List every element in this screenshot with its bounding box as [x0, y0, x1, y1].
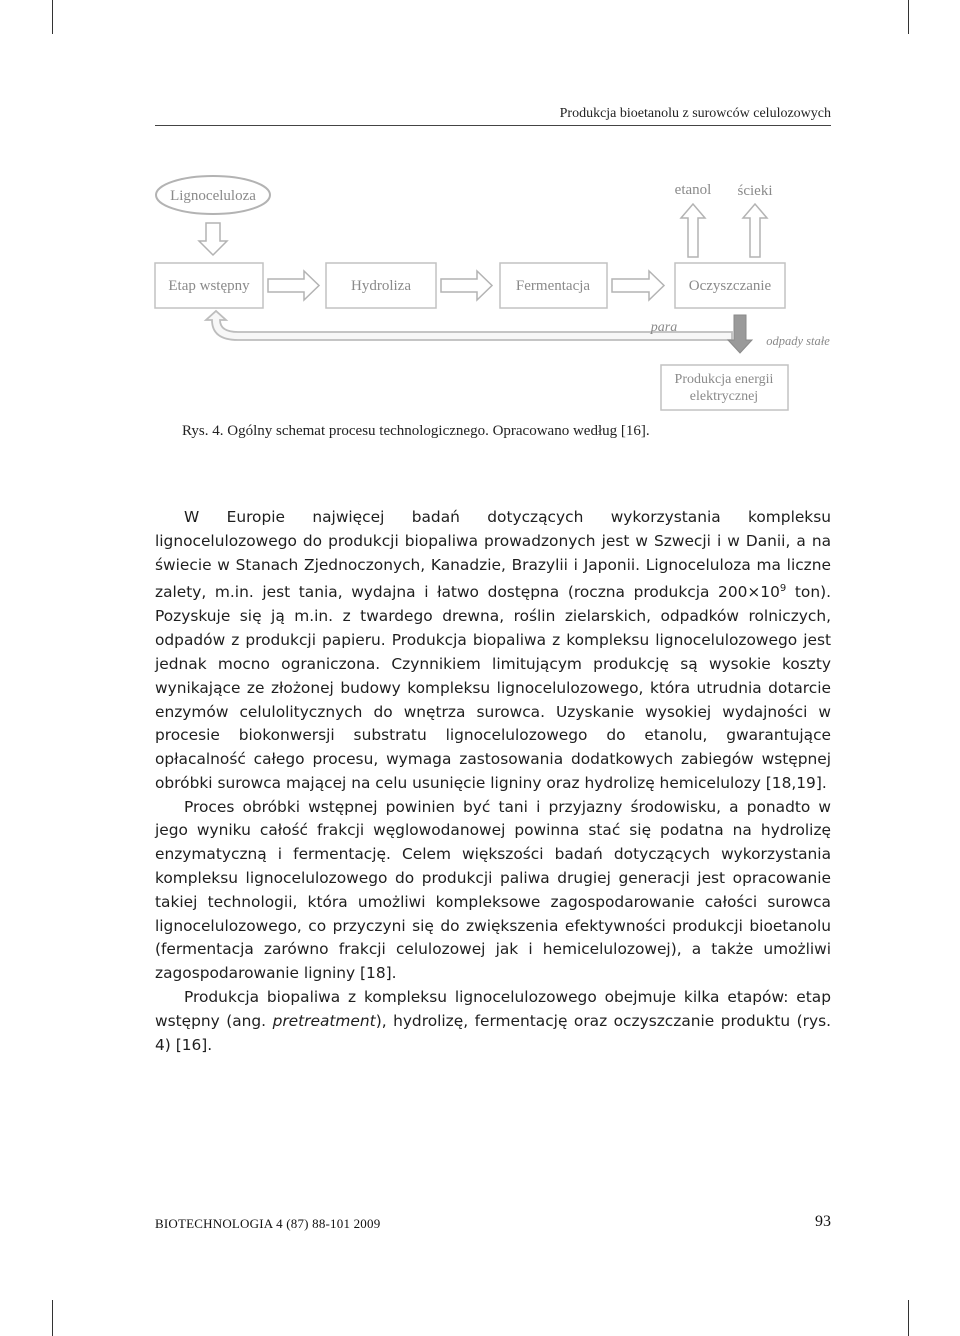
arrow-up-etanol	[681, 204, 705, 257]
crop-mark-bottom-right	[908, 1300, 909, 1336]
footer-journal: BIOTECHNOLOGIA 4 (87) 88-101 2009	[155, 1216, 381, 1231]
arrow-fermentacja-to-oczyszczanie	[612, 271, 664, 300]
paragraph-1-text-a: W Europie najwięcej badań dotyczących wykorzystania kompleksu lignocelulozowego do produkcji biopaliwa prowadzonych jest w Szwecji i w Danii, a na świecie w Stanach Zjednoczonych, Kanadzie, Brazylii i Japonii. Lignoceluloza ma liczne zalety, m.in. jest tania, wydajna i łatwo dostępna (roczna produkcja 200×10	[155, 508, 831, 602]
page-number: 93	[815, 1213, 831, 1230]
paragraph-1-superscript: 9	[779, 583, 787, 595]
paragraph-3-emphasis: pretreatment	[272, 1011, 376, 1030]
arrow-hydroliza-to-fermentacja	[441, 271, 492, 300]
label-scieki: ścieki	[737, 183, 773, 199]
node-etap-wstepny-label: Etap wstępny	[168, 278, 250, 294]
crop-mark-top-left	[52, 0, 53, 34]
node-fermentacja-label: Fermentacja	[515, 278, 591, 294]
header-rule	[155, 125, 831, 126]
crop-mark-top-right	[908, 0, 909, 34]
label-para: para	[650, 320, 678, 335]
paragraph-3-text-b: ), hydrolizę, fermentację oraz oczyszczanie produktu (rys. 4) [16].	[155, 1011, 831, 1054]
paragraph-1-text-b: ton). Pozyskuje się ją m.in. z twardego drewna, roślin zielarskich, odpadków rolniczych, odpadów z produkcji papieru. Produkcja biopaliwa z kompleksu lignocelulozowego jest jednak mocno ograniczona. Czynnikiem limitującym produkcję są wysokie koszty wynikające ze złożonej budowy kompleksu lignocelulozowego, która utrudnia dotarcie enzymów celulolitycznych do wnętrza surowca. Uzyskanie wysokiej wydajności w procesie biokonwersji substratu lignocelulozowego do etanolu, gwarantujące opłacalność całego procesu, wymaga zastosowania dodatkowych zabiegów wstępnej obróbki surowca mającej na celu usunięcie ligniny oraz hydrolizę hemicelulozy [18,19].	[155, 583, 831, 792]
node-produkcja-energii-label-2: elektrycznej	[689, 389, 759, 404]
figure-caption: Rys. 4. Ogólny schemat procesu technologicznego. Opracowano według [16].	[182, 423, 650, 439]
paragraph-2: Proces obróbki wstępnej powinien być tani i przyjazny środowisku, a ponadto w jego wyniku całość frakcji węglowodanowej powinna stać się podatna na hydrolizę enzymatyczną i fermentację. Celem większości badań dotyczących wykorzystania kompleksu lignocelulozowego do produkcji paliwa drugiej generacji jest opracowanie takiej technologii, która umożliwi kompleksowe zagospodarowanie całości surowca lignocelulozowego, co przyczyni się do zwiększenia efektywności produkcji bioetanolu (fermentacja zarówno frakcji celulozowej jak i hemicelulozowej), a także umożliwi zagospodarowanie ligniny [18].	[155, 797, 831, 983]
node-hydroliza-label: Hydroliza	[351, 278, 411, 294]
arrow-up-scieki	[743, 204, 767, 257]
body-text	[155, 506, 831, 1057]
node-produkcja-energii-label-1: Produkcja energii	[674, 372, 774, 387]
paragraph-3	[155, 986, 831, 1057]
running-header: Produkcja bioetanolu z surowców celulozowych	[559, 106, 831, 121]
label-etanol: etanol	[674, 182, 712, 198]
paragraph-3-text-a: Produkcja biopaliwa z kompleksu lignocelulozowego obejmuje kilka etapów: etap wstępny (ang.	[155, 988, 831, 1030]
arrow-down-to-etap-wstepny	[199, 223, 227, 255]
arrow-etap-to-hydroliza	[268, 271, 319, 300]
node-lignoceluloza-label: Lignoceluloza	[170, 188, 256, 204]
node-oczyszczanie-label: Oczyszczanie	[688, 278, 772, 294]
crop-mark-bottom-left	[52, 1300, 53, 1336]
label-odpady-stale: odpady stałe	[766, 334, 830, 348]
paragraph-1	[155, 506, 831, 796]
process-flow-diagram	[150, 168, 850, 418]
